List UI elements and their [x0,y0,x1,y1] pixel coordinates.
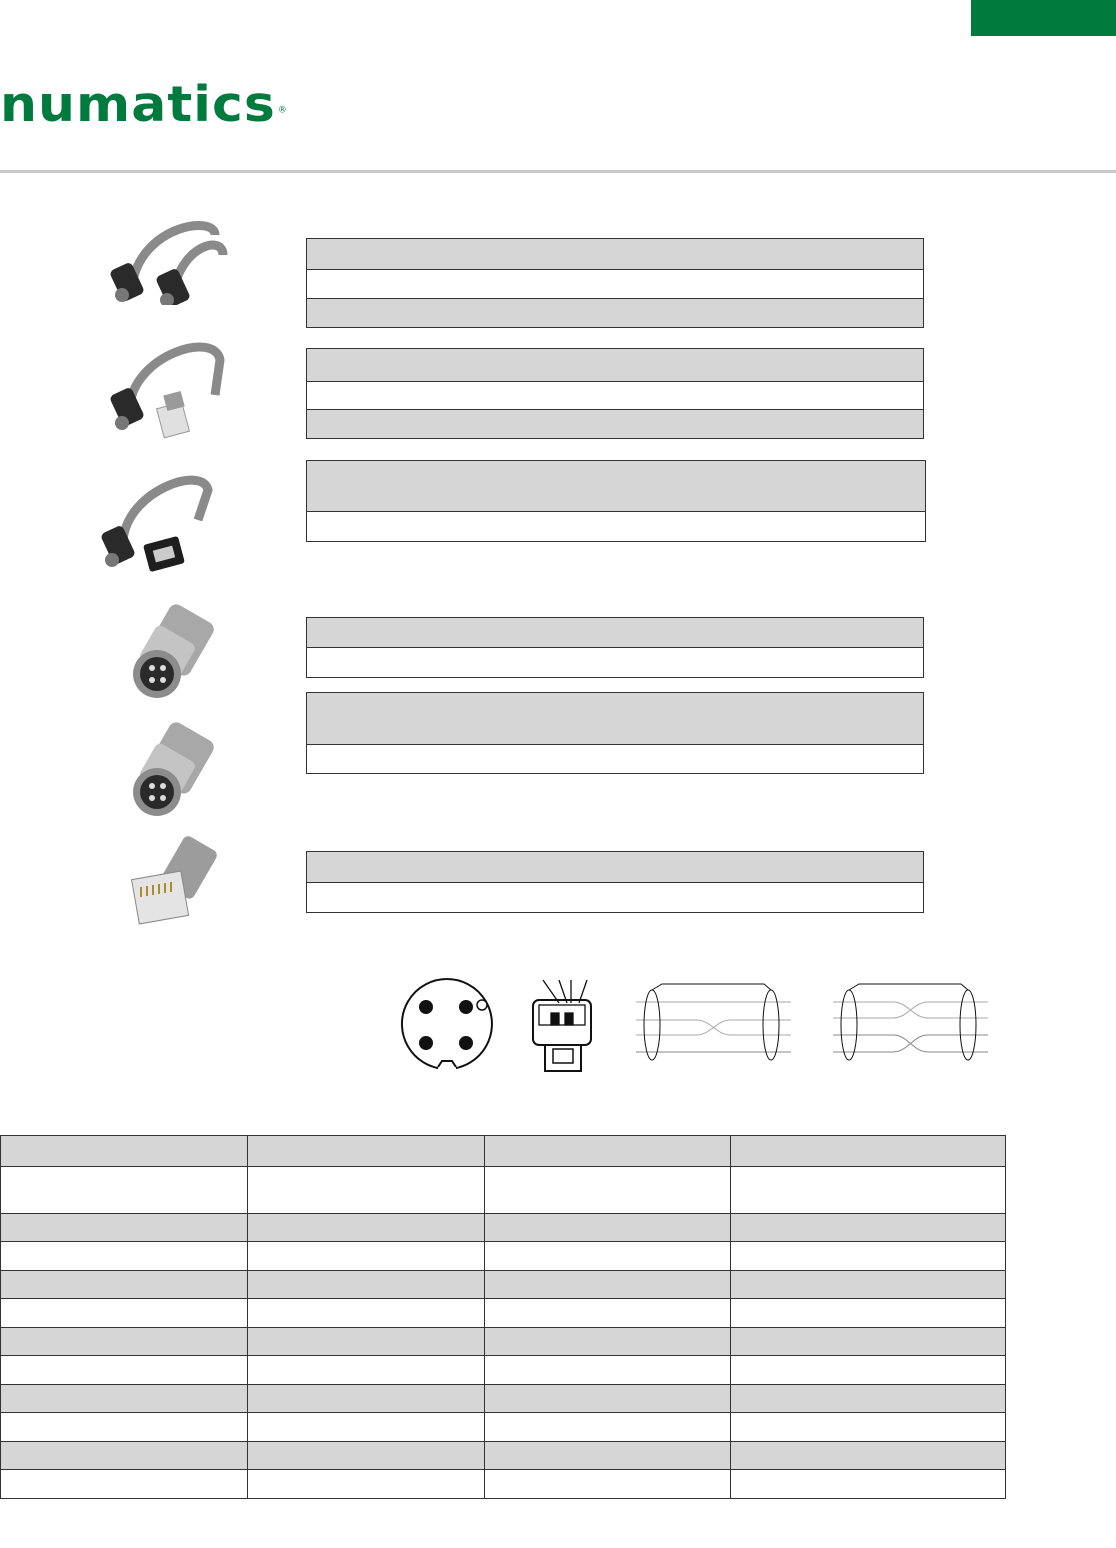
table-row [307,693,923,745]
rj45-pinout-icon [525,975,600,1075]
product-table [306,348,924,439]
product-table [306,692,924,774]
table-row [1,1442,1006,1470]
table-row [307,410,923,438]
table-row [1,1328,1006,1356]
product-table [306,238,924,328]
table-row [1,1413,1006,1442]
table-row [1,1299,1006,1328]
rj45-field-connector-icon [125,835,220,930]
m12-field-connector-straight-icon [125,602,220,702]
table-row [307,512,925,541]
crossover-wiring-icon [636,980,791,1065]
m12-field-connector-shielded-icon [125,720,220,820]
product-table [306,460,926,542]
table-row [307,461,925,512]
table-row [307,349,923,382]
product-table [306,851,924,913]
table-row [1,1356,1006,1385]
product-table [306,617,924,678]
table-row [307,299,923,327]
table-row [1,1271,1006,1299]
table-row [307,270,923,299]
m12-to-rj45-panel-cable-icon [98,470,223,575]
table-row [307,745,923,773]
table-row [307,239,923,270]
table-row [307,382,923,410]
brand-logo [0,76,288,134]
trademark-symbol: ® [277,105,288,116]
specification-table [0,1135,1006,1499]
m12-to-m12-patch-cable-icon [105,215,235,305]
table-row [1,1214,1006,1242]
brand-wordmark: numatics [0,76,276,134]
m12-to-rj45-patch-cable-icon [105,335,235,440]
table-row [307,883,923,912]
table-row [1,1242,1006,1271]
table-row [1,1470,1006,1499]
crossover-wiring-alt-icon [833,980,988,1065]
table-row [1,1385,1006,1413]
table-row [307,852,923,883]
table-header-row [1,1136,1006,1167]
header-divider [0,170,1116,173]
table-row [1,1167,1006,1214]
table-row [307,618,923,648]
table-row [307,648,923,677]
section-tab [971,0,1116,36]
m12-d-coded-pinout-icon [398,975,496,1073]
